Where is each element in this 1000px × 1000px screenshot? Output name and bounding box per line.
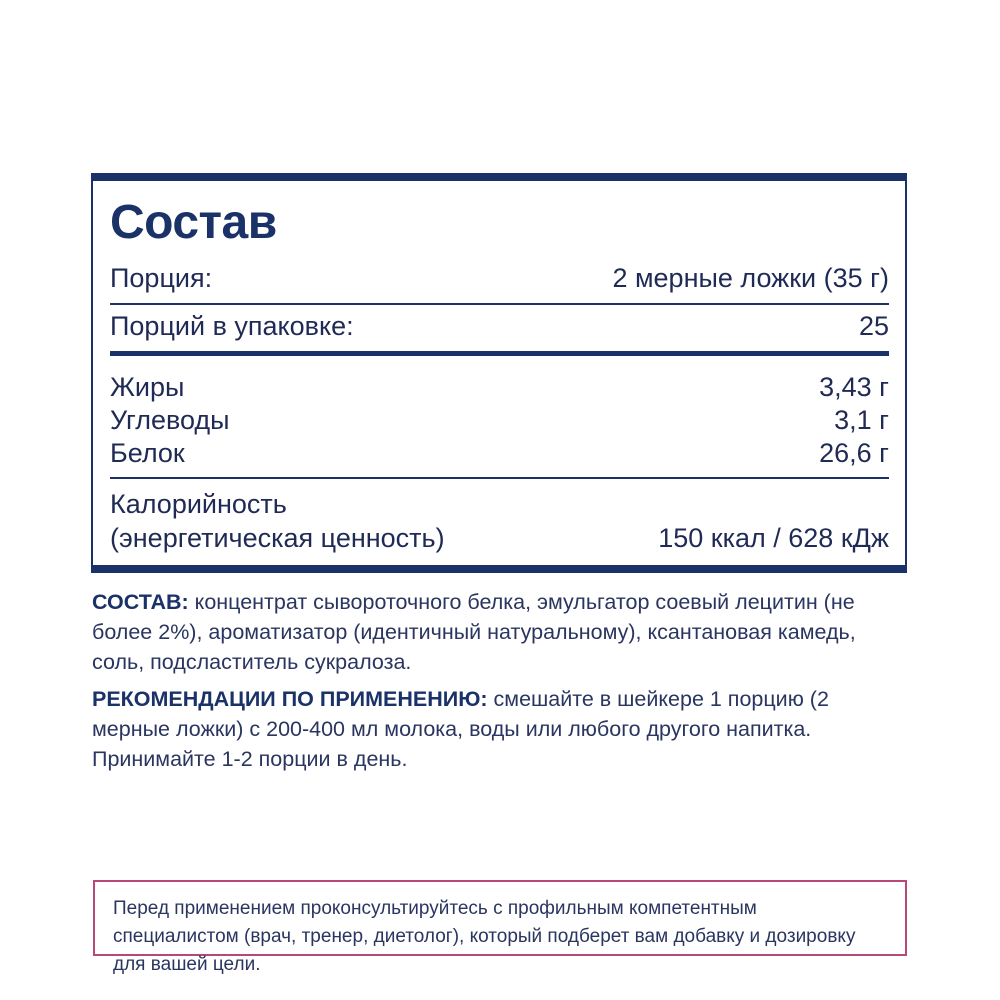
usage-heading: РЕКОМЕНДАЦИИ ПО ПРИМЕНЕНИЮ:	[92, 687, 488, 711]
composition-paragraph	[92, 587, 912, 677]
thick-divider	[110, 351, 889, 356]
notice-text: Перед применением проконсультируйтесь с профильным компетентным специалистом (врач, тренер, диетолог), который подберет вам добавку и дозировку для вашей цели.	[113, 898, 856, 975]
nutrient-value: 3,1 г	[834, 405, 889, 435]
nutrient-row-protein	[110, 437, 889, 470]
servings-per-pack-value: 25	[858, 311, 889, 341]
composition-text: концентрат сывороточного белка, эмульгатор соевый лецитин (не более 2%), ароматизатор (идентичный натуральному), ксантановая камедь, соль, подсластитель сукралоза.	[92, 590, 856, 674]
usage-paragraph	[92, 684, 912, 774]
calories-value: 150 ккал / 628 кДж	[658, 523, 889, 553]
usage-text: смешайте в шейкере 1 порцию (2 мерные ложки) с 200-400 мл молока, воды или любого другого напитка. Принимайте 1-2 порции в день.	[92, 687, 829, 771]
serving-size-row	[110, 263, 889, 294]
serving-size-value: 2 мерные ложки (35 г)	[612, 263, 889, 293]
calories-label-line1: Калорийность	[110, 489, 287, 519]
nutrient-label: Белок	[110, 438, 185, 468]
nutrient-value: 3,43 г	[819, 372, 889, 402]
nutrient-label: Углеводы	[110, 405, 230, 435]
divider	[110, 477, 889, 479]
calories-label-line2: (энергетическая ценность)	[110, 523, 445, 553]
nutrient-row-fat	[110, 371, 889, 404]
facts-title: Состав	[110, 196, 277, 249]
divider	[110, 303, 889, 305]
nutrient-row-carbs	[110, 404, 889, 437]
calories-row	[110, 487, 889, 555]
nutrient-value: 26,6 г	[819, 438, 889, 468]
nutrition-facts-panel	[91, 173, 907, 573]
nutrient-label: Жиры	[110, 372, 185, 402]
servings-per-pack-label: Порций в упаковке:	[110, 311, 354, 341]
composition-heading: СОСТАВ:	[92, 590, 189, 614]
consultation-notice	[93, 880, 907, 975]
serving-size-label: Порция:	[110, 263, 213, 293]
calories-label	[110, 487, 445, 555]
servings-per-pack-row	[110, 311, 889, 342]
